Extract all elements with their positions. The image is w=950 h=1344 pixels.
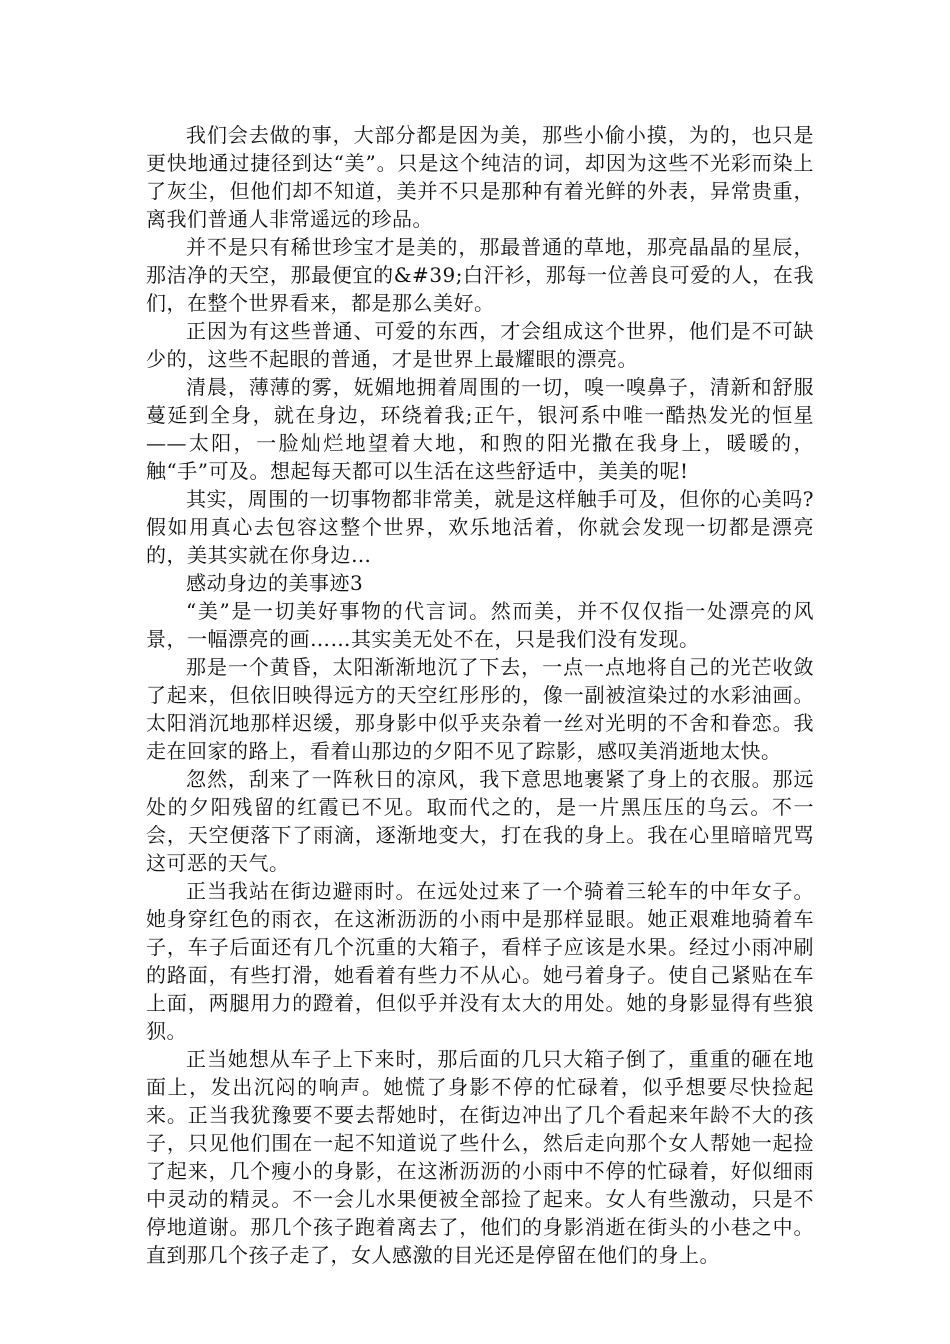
paragraph-1: 我们会去做的事，大部分都是因为美，那些小偷小摸，为的，也只是更快地通过捷径到达“美”。只是这个纯洁的词，却因为这些不光彩而染上了灰尘，但他们却不知道，美并不只是那种有着光鲜的外表，异常贵重，离我们普通人非常遥远的珍品。 bbox=[146, 123, 814, 231]
paragraph-4: 清晨，薄薄的雾，妩媚地拥着周围的一切，嗅一嗅鼻子，清新和舒服蔓延到全身，就在身边，环绕着我;正午，银河系中唯一酷热发光的恒星——太阳，一脸灿烂地望着大地，和煦的阳光撒在我身上，暖暖的，触“手”可及。想起每天都可以生活在这些舒适中，美美的呢! bbox=[146, 375, 814, 483]
paragraph-5: 其实，周围的一切事物都非常美，就是这样触手可及，但你的心美吗?假如用真心去包容这整个世界，欢乐地活着，你就会发现一切都是漂亮的，美其实就在你身边… bbox=[146, 487, 814, 567]
section-heading: 感动身边的美事迹3 bbox=[186, 571, 364, 595]
paragraph-10: 正当她想从车子上下来时，那后面的几只大箱子倒了，重重的砸在地面上，发出沉闷的响声。她慌了身影不停的忙碌着，似乎想要尽快捡起来。正当我犹豫要不要去帮她时，在街边冲出了几个看起来年龄不大的孩子，只见他们围在一起不知道说了些什么，然后走向那个女人帮她一起捡了起来，几个瘦小的身影，在这淅沥沥的小雨中不停的忙碌着，好似细雨中灵动的精灵。不一会儿水果便被全部捡了起来。女人有些激动，只是不停地道谢。那几个孩子跑着离去了，他们的身影消逝在街头的小巷之中。直到那几个孩子走了，女人感激的目光还是停留在他们的身上。 bbox=[146, 1047, 814, 1267]
paragraph-8: 忽然，刮来了一阵秋日的凉风，我下意思地裹紧了身上的衣服。那远处的夕阳残留的红霞已不见。取而代之的，是一片黑压压的乌云。不一会，天空便落下了雨滴，逐渐地变大，打在我的身上。我在心里暗暗咒骂这可恶的天气。 bbox=[146, 767, 814, 875]
document-body bbox=[146, 121, 814, 1269]
paragraph-2: 并不是只有稀世珍宝才是美的，那最普通的草地，那亮晶晶的星辰，那洁净的天空，那最便宜的&#39;白汗衫，那每一位善良可爱的人，在我们，在整个世界看来，都是那么美好。 bbox=[146, 235, 814, 315]
paragraph-3: 正因为有这些普通、可爱的东西，才会组成这个世界，他们是不可缺少的，这些不起眼的普通，才是世界上最耀眼的漂亮。 bbox=[146, 319, 814, 371]
paragraph-9: 正当我站在街边避雨时。在远处过来了一个骑着三轮车的中年女子。她身穿红色的雨衣，在这淅沥沥的小雨中是那样显眼。她正艰难地骑着车子，车子后面还有几个沉重的大箱子，看样子应该是水果。经过小雨冲刷的路面，有些打滑，她看着有些力不从心。她弓着身子。使自己紧贴在车上面，两腿用力的蹬着，但似乎并没有太大的用处。她的身影显得有些狼狈。 bbox=[146, 879, 814, 1043]
paragraph-6: “美”是一切美好事物的代言词。然而美，并不仅仅指一处漂亮的风景，一幅漂亮的画……其实美无处不在，只是我们没有发现。 bbox=[146, 599, 814, 651]
paragraph-7: 那是一个黄昏，太阳渐渐地沉了下去，一点一点地将自己的光芒收敛了起来，但依旧映得远方的天空红彤彤的，像一副被渲染过的水彩油画。太阳消沉地那样迟缓，那身影中似乎夹杂着一丝对光明的不舍和眷恋。我走在回家的路上，看着山那边的夕阳不见了踪影，感叹美消逝地太快。 bbox=[146, 655, 814, 763]
